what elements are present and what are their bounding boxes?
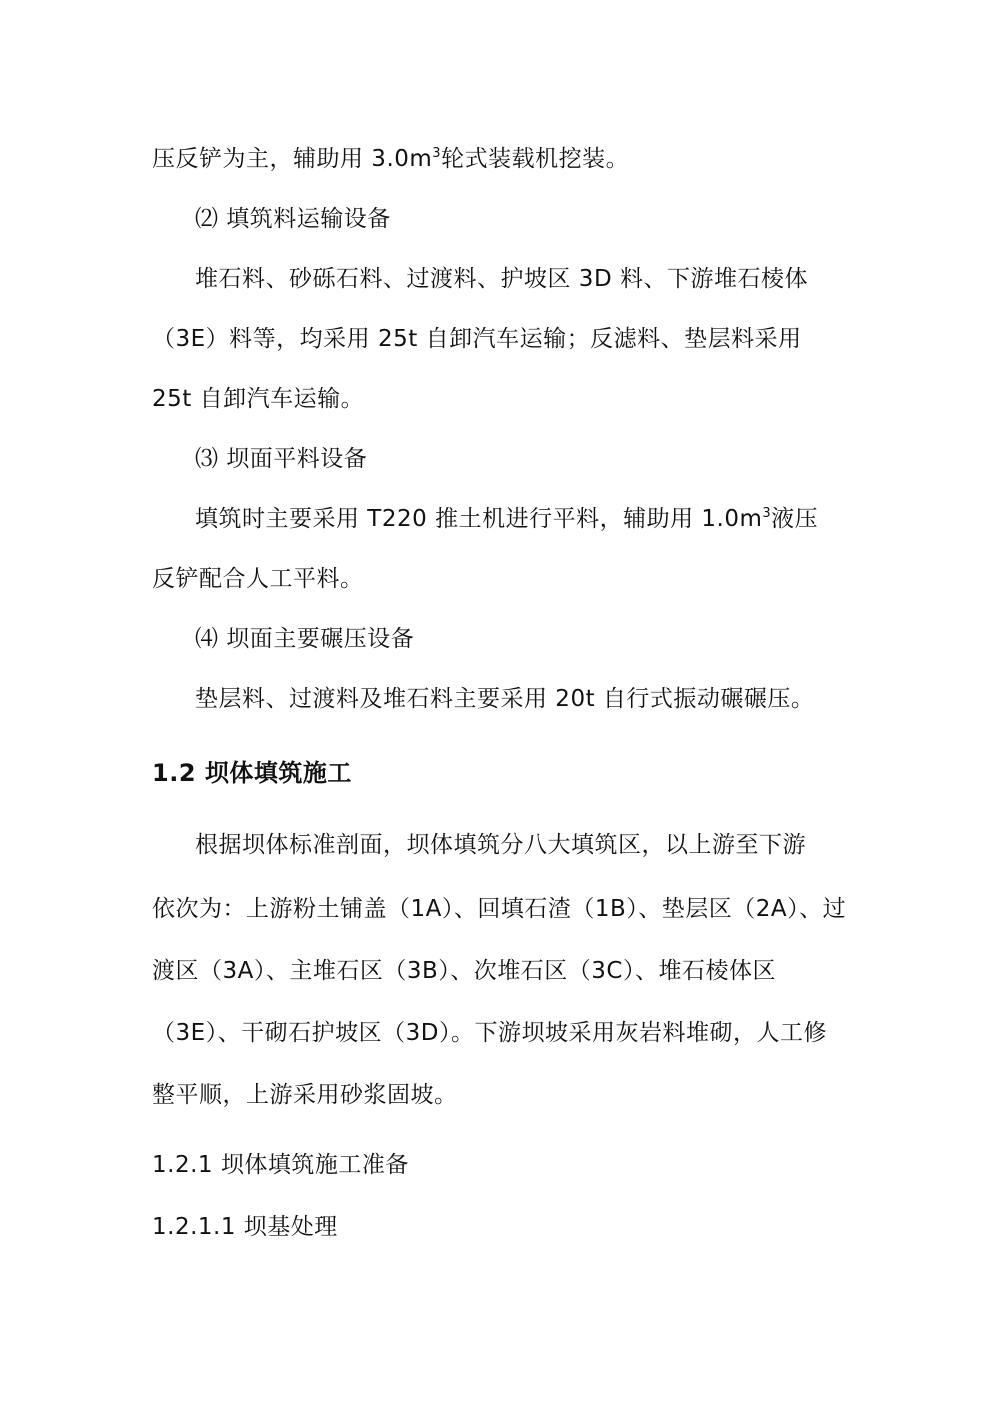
paragraph-line: （3E）、干砌石护坡区（3D）。下游坝坡采用灰岩料堆砌，人工修 <box>152 1020 828 1046</box>
subsection-heading: 1.2.1 坝体填筑施工准备 <box>152 1152 409 1178</box>
paragraph-line: 25t 自卸汽车运输。 <box>152 386 365 412</box>
paragraph-line: 依次为：上游粉土铺盖（1A）、回填石渣（1B）、垫层区（2A）、过 <box>152 896 847 922</box>
paragraph-line: （3E）料等，均采用 25t 自卸汽车运输；反滤料、垫层料采用 <box>152 326 802 352</box>
paragraph-line: 根据坝体标准剖面，坝体填筑分八大填筑区，以上游至下游 <box>195 832 806 858</box>
paragraph-line: 压反铲为主，辅助用 $3.0m^3$轮式装载机挖装。 <box>152 146 630 172</box>
subheading-transport-equipment: ⑵ 填筑料运输设备 <box>195 206 391 232</box>
subsubsection-heading: 1.2.1.1 坝基处理 <box>152 1214 338 1240</box>
subheading-compaction-equipment: ⑷ 坝面主要碾压设备 <box>195 626 415 652</box>
section-heading: 1.2 坝体填筑施工 <box>152 759 352 787</box>
paragraph-line: 填筑时主要采用 T220 推土机进行平料，辅助用 $1.0m^3$液压 <box>195 506 819 532</box>
paragraph-line: 堆石料、砂砾石料、过渡料、护坡区 3D 料、下游堆石棱体 <box>195 266 808 292</box>
subheading-leveling-equipment: ⑶ 坝面平料设备 <box>195 446 368 472</box>
paragraph-line: 渡区（3A）、主堆石区（3B）、次堆石区（3C）、堆石棱体区 <box>152 958 776 984</box>
paragraph-line: 反铲配合人工平料。 <box>152 566 364 592</box>
paragraph-line: 垫层料、过渡料及堆石料主要采用 20t 自行式振动碾碾压。 <box>195 686 815 712</box>
paragraph-line: 整平顺，上游采用砂浆固坡。 <box>152 1082 458 1108</box>
